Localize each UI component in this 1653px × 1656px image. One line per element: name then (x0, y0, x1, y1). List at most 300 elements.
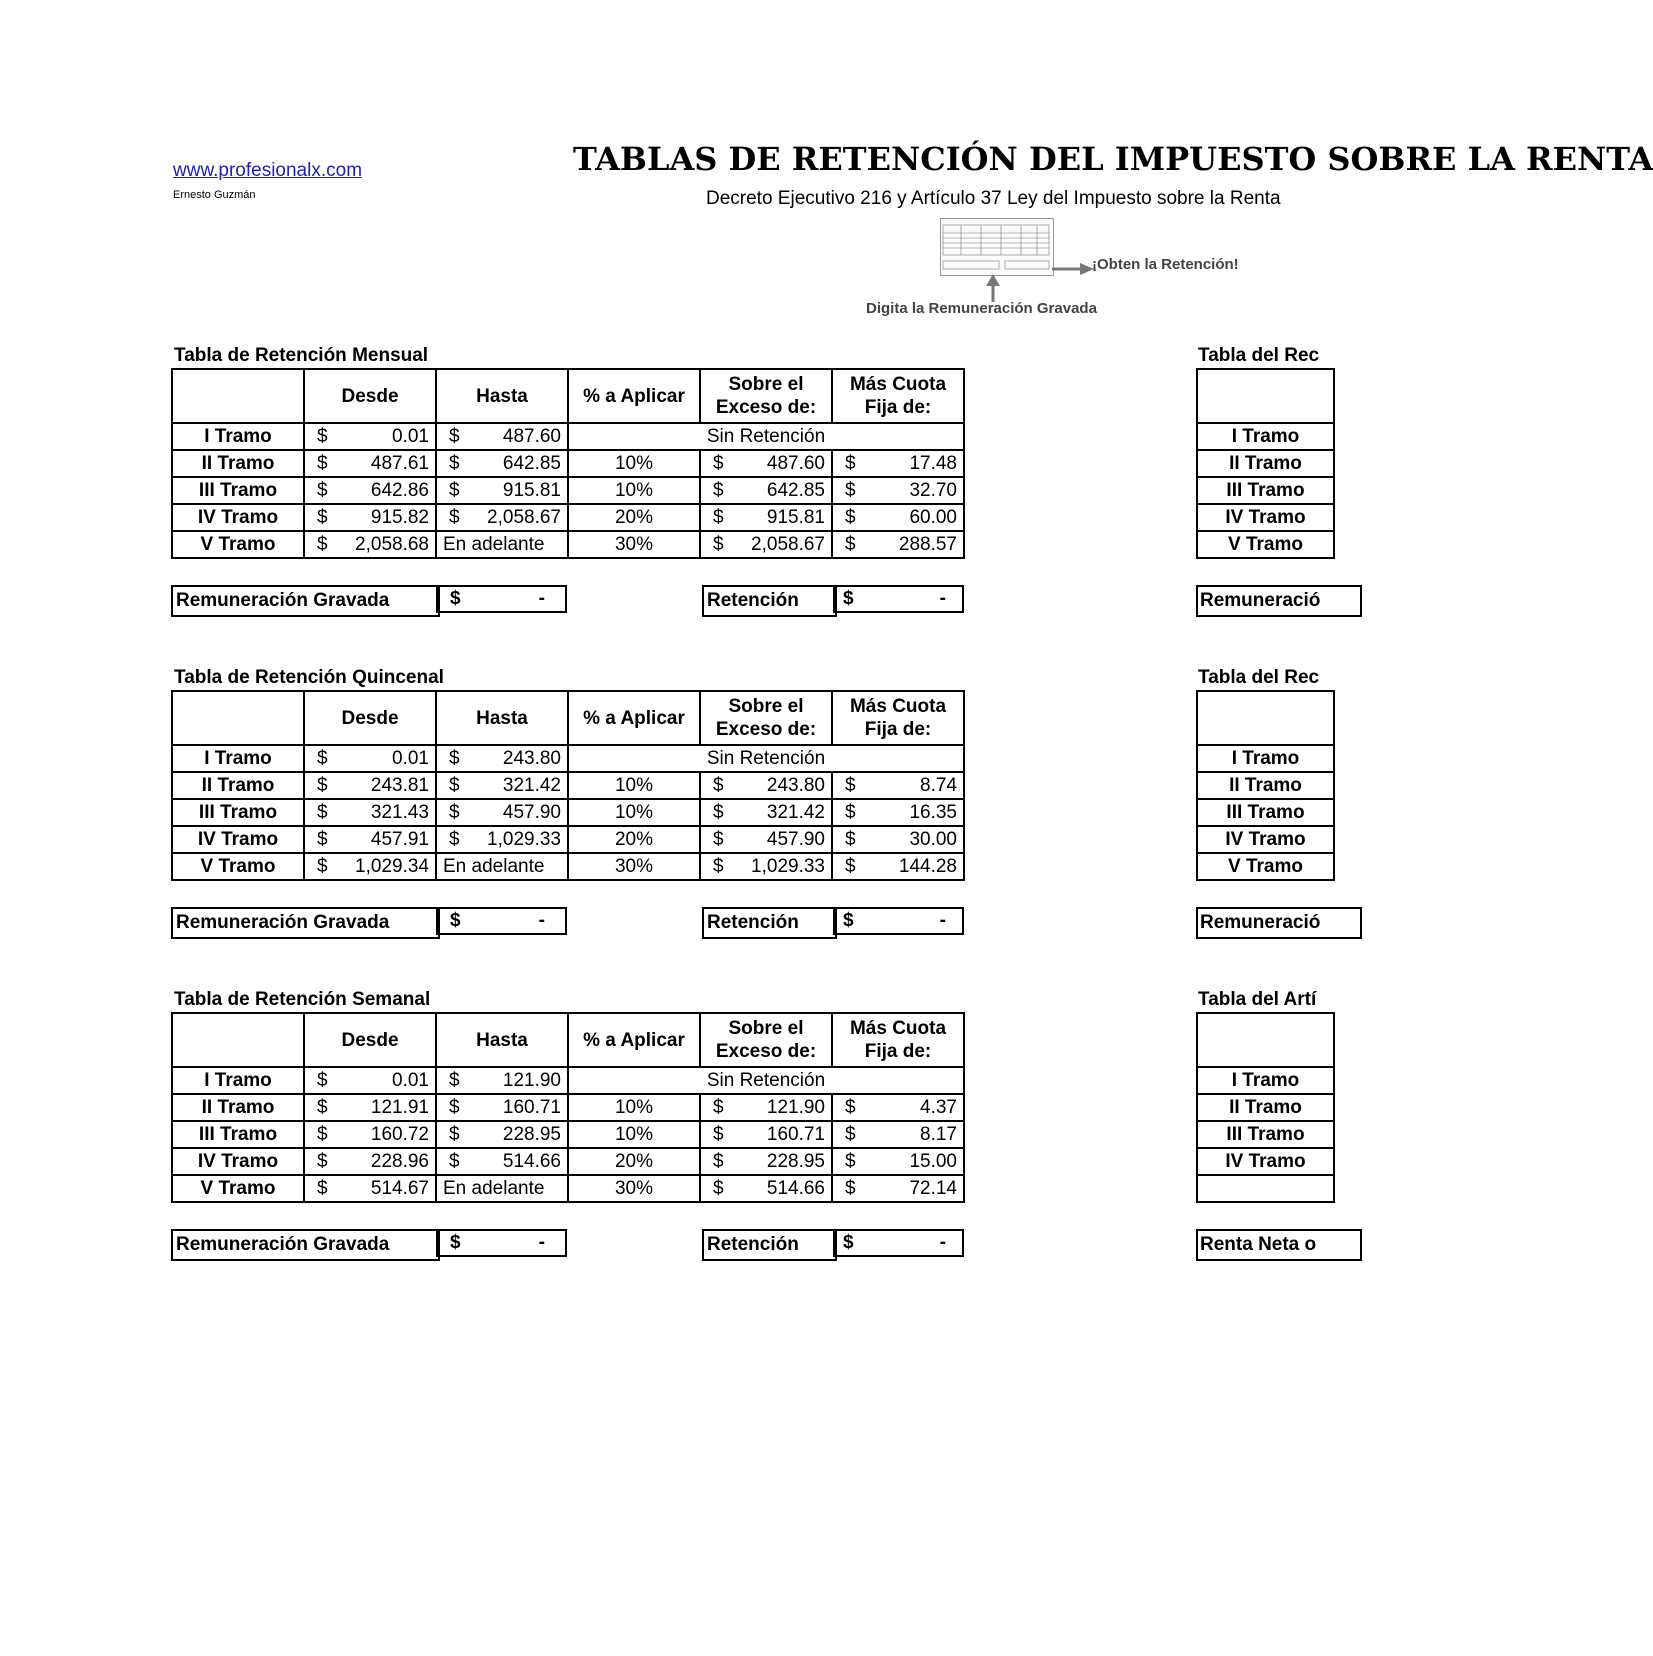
remuneracion-value: - (538, 588, 545, 609)
currency-sign: $ (317, 452, 328, 474)
currency-sign: $ (713, 1096, 724, 1118)
cuota-value: 17.48 (909, 452, 957, 474)
currency-sign: $ (449, 801, 460, 823)
desde-cell (304, 1148, 436, 1175)
table-row (1197, 450, 1334, 477)
tramo-label: V Tramo (172, 531, 304, 558)
currency-sign: $ (845, 774, 856, 796)
cuota-cell (832, 1121, 964, 1148)
table-row (172, 1067, 964, 1094)
desde-value: 514.67 (370, 1177, 429, 1199)
currency-sign: $ (317, 506, 328, 528)
cuota-cell (832, 477, 964, 504)
sobre-value: 160.71 (766, 1123, 825, 1145)
tramo-label: I Tramo (1197, 745, 1334, 772)
tramo-label: III Tramo (172, 799, 304, 826)
sin-retencion-cell: Sin Retención (568, 1067, 964, 1094)
hasta-cell (436, 799, 568, 826)
currency-sign: $ (843, 1232, 854, 1253)
hasta-value: 457.90 (502, 801, 561, 823)
tramo-label: I Tramo (172, 1067, 304, 1094)
header-hasta: Hasta (436, 369, 568, 423)
tramo-label: V Tramo (1197, 531, 1334, 558)
tramo-label: I Tramo (172, 745, 304, 772)
currency-sign: $ (449, 774, 460, 796)
table-row (1197, 826, 1334, 853)
cuota-value: 60.00 (909, 506, 957, 528)
table-row (172, 423, 964, 450)
currency-sign: $ (845, 828, 856, 850)
currency-sign: $ (450, 910, 461, 931)
cuota-cell (832, 504, 964, 531)
spreadsheet-thumbnail-icon (940, 218, 1054, 276)
table-row (1197, 772, 1334, 799)
sobre-cell (700, 1148, 832, 1175)
sobre-cell (700, 531, 832, 558)
sin-retencion-cell: Sin Retención (568, 745, 964, 772)
desde-value: 1,029.34 (355, 855, 429, 877)
sobre-cell (700, 477, 832, 504)
table-row (172, 745, 964, 772)
remuneracion-gravada-label: Remuneración Gravada (171, 585, 440, 617)
currency-sign: $ (317, 1069, 328, 1091)
hasta-value: 228.95 (502, 1123, 561, 1145)
header-pct: % a Aplicar (568, 1013, 700, 1067)
hasta-cell (436, 1094, 568, 1121)
cuota-value: 144.28 (898, 855, 957, 877)
tramo-label: II Tramo (1197, 772, 1334, 799)
desde-value: 160.72 (370, 1123, 429, 1145)
table-row (172, 853, 964, 880)
desde-cell (304, 1121, 436, 1148)
tramo-label: IV Tramo (1197, 1148, 1334, 1175)
remuneracion-gravada-input[interactable] (436, 585, 567, 613)
currency-sign: $ (449, 828, 460, 850)
table-row (1197, 423, 1334, 450)
page-subtitle: Decreto Ejecutivo 216 y Artículo 37 Ley del Impuesto sobre la Renta (706, 188, 1281, 209)
right-summary-label: Remuneració (1196, 585, 1362, 617)
retention-table (171, 368, 965, 559)
currency-sign: $ (449, 506, 460, 528)
right-table-title: Tabla del Rec (1198, 345, 1320, 366)
tramo-label: III Tramo (172, 1121, 304, 1148)
desde-value: 321.43 (370, 801, 429, 823)
desde-cell (304, 1067, 436, 1094)
sobre-value: 321.42 (766, 801, 825, 823)
pct-cell: 10% (568, 477, 700, 504)
hasta-value: 121.90 (502, 1069, 561, 1091)
remuneracion-gravada-label: Remuneración Gravada (171, 907, 440, 939)
table-row (172, 1121, 964, 1148)
currency-sign: $ (713, 506, 724, 528)
remuneracion-gravada-label: Remuneración Gravada (171, 1229, 440, 1261)
currency-sign: $ (713, 1123, 724, 1145)
currency-sign: $ (317, 747, 328, 769)
cuota-cell (832, 1148, 964, 1175)
remuneracion-gravada-input[interactable] (436, 1229, 567, 1257)
header-sobre: Sobre el Exceso de: (700, 691, 832, 745)
header-desde: Desde (304, 691, 436, 745)
tramo-label: II Tramo (172, 1094, 304, 1121)
header-desde: Desde (304, 369, 436, 423)
retencion-label: Retención (702, 907, 837, 939)
right-table-partial (1196, 345, 1341, 615)
section-quincenal (171, 667, 1321, 937)
retencion-value: - (939, 588, 946, 609)
tramo-label: I Tramo (1197, 1067, 1334, 1094)
cuota-cell (832, 450, 964, 477)
cuota-value: 16.35 (909, 801, 957, 823)
sobre-value: 915.81 (766, 506, 825, 528)
tramo-label: III Tramo (1197, 1121, 1334, 1148)
header-sobre: Sobre el Exceso de: (700, 1013, 832, 1067)
cuota-cell (832, 772, 964, 799)
retencion-label: Retención (702, 585, 837, 617)
cuota-cell (832, 799, 964, 826)
desde-cell (304, 772, 436, 799)
sobre-cell (700, 1094, 832, 1121)
hasta-cell (436, 423, 568, 450)
hasta-cell (436, 531, 568, 558)
tramo-label: IV Tramo (1197, 504, 1334, 531)
table-row (172, 504, 964, 531)
tramo-label: IV Tramo (1197, 826, 1334, 853)
cuota-cell (832, 853, 964, 880)
currency-sign: $ (317, 1096, 328, 1118)
tramo-label: V Tramo (1197, 853, 1334, 880)
section-semanal (171, 989, 1317, 1259)
sobre-cell (700, 450, 832, 477)
desde-cell (304, 799, 436, 826)
cuota-value: 15.00 (909, 1150, 957, 1172)
table-row (172, 826, 964, 853)
right-table (1196, 1012, 1335, 1203)
author-name: Ernesto Guzmán (173, 189, 256, 201)
right-table-partial (1196, 989, 1341, 1259)
desde-value: 0.01 (392, 425, 429, 447)
tramo-label: IV Tramo (172, 826, 304, 853)
header-pct: % a Aplicar (568, 369, 700, 423)
hasta-cell (436, 1175, 568, 1202)
retencion-value: - (939, 910, 946, 931)
pct-cell: 20% (568, 504, 700, 531)
currency-sign: $ (449, 425, 460, 447)
currency-sign: $ (449, 452, 460, 474)
table-row (1197, 853, 1334, 880)
table-row (172, 531, 964, 558)
diagram-input-label: Digita la Remuneración Gravada (866, 300, 1097, 317)
pct-cell: 10% (568, 799, 700, 826)
header-blank (172, 369, 304, 423)
hasta-value: En adelante (443, 1177, 545, 1199)
currency-sign: $ (713, 479, 724, 501)
sobre-value: 243.80 (766, 774, 825, 796)
desde-cell (304, 1175, 436, 1202)
pct-cell: 20% (568, 1148, 700, 1175)
sin-retencion-cell: Sin Retención (568, 423, 964, 450)
currency-sign: $ (449, 1069, 460, 1091)
sobre-cell (700, 799, 832, 826)
currency-sign: $ (845, 1096, 856, 1118)
currency-sign: $ (450, 588, 461, 609)
retencion-value: - (939, 1232, 946, 1253)
pct-cell: 30% (568, 531, 700, 558)
table-row (172, 1175, 964, 1202)
hasta-cell (436, 504, 568, 531)
header-blank (1197, 1013, 1334, 1067)
tramo-label (1197, 1175, 1334, 1202)
currency-sign: $ (317, 774, 328, 796)
cuota-value: 72.14 (909, 1177, 957, 1199)
retencion-output (833, 1229, 964, 1257)
pct-cell: 30% (568, 1175, 700, 1202)
tramo-label: V Tramo (172, 853, 304, 880)
diagram-output-label: ¡Obten la Retención! (1092, 256, 1239, 273)
header-cuota: Más Cuota Fija de: (832, 369, 964, 423)
currency-sign: $ (449, 1096, 460, 1118)
header-sobre: Sobre el Exceso de: (700, 369, 832, 423)
desde-value: 2,058.68 (355, 533, 429, 555)
right-table (1196, 368, 1335, 559)
desde-value: 915.82 (370, 506, 429, 528)
cuota-cell (832, 531, 964, 558)
currency-sign: $ (713, 855, 724, 877)
table-row (172, 1094, 964, 1121)
retencion-output (833, 585, 964, 613)
hasta-cell (436, 853, 568, 880)
table-row (1197, 1094, 1334, 1121)
desde-value: 228.96 (370, 1150, 429, 1172)
header-blank (1197, 691, 1334, 745)
sobre-cell (700, 1121, 832, 1148)
hasta-value: 514.66 (502, 1150, 561, 1172)
cuota-value: 8.74 (920, 774, 957, 796)
currency-sign: $ (317, 855, 328, 877)
retention-table (171, 1012, 965, 1203)
hasta-value: 243.80 (502, 747, 561, 769)
header-cuota: Más Cuota Fija de: (832, 1013, 964, 1067)
hasta-value: 321.42 (502, 774, 561, 796)
currency-sign: $ (317, 801, 328, 823)
tramo-label: III Tramo (1197, 799, 1334, 826)
page-title: TABLAS DE RETENCIÓN DEL IMPUESTO SOBRE LA RENTA (573, 140, 1653, 178)
desde-cell (304, 477, 436, 504)
remuneracion-value: - (538, 1232, 545, 1253)
pct-cell: 30% (568, 853, 700, 880)
hasta-value: En adelante (443, 855, 545, 877)
header-cuota: Más Cuota Fija de: (832, 691, 964, 745)
currency-sign: $ (450, 1232, 461, 1253)
table-row (172, 799, 964, 826)
desde-cell (304, 450, 436, 477)
cuota-value: 30.00 (909, 828, 957, 850)
pct-cell: 20% (568, 826, 700, 853)
retention-table (171, 690, 965, 881)
tramo-label: II Tramo (172, 772, 304, 799)
currency-sign: $ (845, 506, 856, 528)
header-blank (172, 1013, 304, 1067)
pct-cell: 10% (568, 772, 700, 799)
currency-sign: $ (713, 828, 724, 850)
cuota-cell (832, 1175, 964, 1202)
currency-sign: $ (713, 452, 724, 474)
currency-sign: $ (713, 533, 724, 555)
arrow-up-icon (986, 274, 1000, 302)
table-row (1197, 531, 1334, 558)
currency-sign: $ (317, 1177, 328, 1199)
hasta-value: En adelante (443, 533, 545, 555)
table-row (1197, 1148, 1334, 1175)
sobre-value: 514.66 (766, 1177, 825, 1199)
right-table-title: Tabla del Artí (1198, 989, 1317, 1010)
currency-sign: $ (845, 452, 856, 474)
cuota-value: 4.37 (920, 1096, 957, 1118)
desde-value: 0.01 (392, 747, 429, 769)
currency-sign: $ (317, 479, 328, 501)
desde-value: 642.86 (370, 479, 429, 501)
table-row (172, 772, 964, 799)
currency-sign: $ (845, 855, 856, 877)
tramo-label: III Tramo (1197, 477, 1334, 504)
cuota-value: 8.17 (920, 1123, 957, 1145)
table-row (1197, 1175, 1334, 1202)
right-table-partial (1196, 667, 1341, 937)
pct-cell: 10% (568, 1094, 700, 1121)
table-row (1197, 799, 1334, 826)
currency-sign: $ (317, 533, 328, 555)
pct-cell: 10% (568, 1121, 700, 1148)
right-summary-label: Renta Neta o (1196, 1229, 1362, 1261)
tramo-label: I Tramo (172, 423, 304, 450)
currency-sign: $ (713, 1177, 724, 1199)
desde-cell (304, 853, 436, 880)
table-row (1197, 477, 1334, 504)
hasta-cell (436, 745, 568, 772)
currency-sign: $ (843, 910, 854, 931)
hasta-value: 2,058.67 (487, 506, 561, 528)
sobre-value: 228.95 (766, 1150, 825, 1172)
currency-sign: $ (845, 479, 856, 501)
currency-sign: $ (713, 1150, 724, 1172)
remuneracion-value: - (538, 910, 545, 931)
currency-sign: $ (317, 1123, 328, 1145)
header-hasta: Hasta (436, 1013, 568, 1067)
sobre-cell (700, 826, 832, 853)
currency-sign: $ (449, 479, 460, 501)
currency-sign: $ (449, 747, 460, 769)
currency-sign: $ (845, 1123, 856, 1145)
currency-sign: $ (843, 588, 854, 609)
currency-sign: $ (845, 1150, 856, 1172)
header-pct: % a Aplicar (568, 691, 700, 745)
right-table (1196, 690, 1335, 881)
desde-cell (304, 826, 436, 853)
hasta-value: 642.85 (502, 452, 561, 474)
retencion-label: Retención (702, 1229, 837, 1261)
website-link[interactable]: www.profesionalx.com (173, 160, 363, 181)
hasta-cell (436, 1067, 568, 1094)
sobre-value: 642.85 (766, 479, 825, 501)
cuota-cell (832, 826, 964, 853)
sobre-value: 487.60 (766, 452, 825, 474)
currency-sign: $ (713, 801, 724, 823)
sobre-cell (700, 1175, 832, 1202)
right-summary-label: Remuneració (1196, 907, 1362, 939)
sobre-cell (700, 504, 832, 531)
sobre-value: 121.90 (766, 1096, 825, 1118)
desde-cell (304, 504, 436, 531)
hasta-cell (436, 1121, 568, 1148)
right-table-title: Tabla del Rec (1198, 667, 1320, 688)
desde-value: 457.91 (370, 828, 429, 850)
sobre-value: 1,029.33 (751, 855, 825, 877)
tramo-label: IV Tramo (172, 1148, 304, 1175)
sobre-cell (700, 772, 832, 799)
remuneracion-gravada-input[interactable] (436, 907, 567, 935)
tramo-label: II Tramo (1197, 1094, 1334, 1121)
currency-sign: $ (845, 801, 856, 823)
currency-sign: $ (449, 1123, 460, 1145)
table-row (172, 1148, 964, 1175)
table-row (172, 477, 964, 504)
desde-value: 487.61 (370, 452, 429, 474)
currency-sign: $ (713, 774, 724, 796)
hasta-cell (436, 772, 568, 799)
table-row (1197, 745, 1334, 772)
table-title: Tabla de Retención Quincenal (174, 667, 444, 688)
desde-value: 121.91 (370, 1096, 429, 1118)
tramo-label: III Tramo (172, 477, 304, 504)
currency-sign: $ (317, 1150, 328, 1172)
cuota-value: 288.57 (898, 533, 957, 555)
section-mensual (171, 345, 1321, 615)
retencion-output (833, 907, 964, 935)
table-row (1197, 504, 1334, 531)
header-blank (1197, 369, 1334, 423)
table-row (1197, 1067, 1334, 1094)
hasta-cell (436, 1148, 568, 1175)
hasta-value: 160.71 (502, 1096, 561, 1118)
pct-cell: 10% (568, 450, 700, 477)
table-row (1197, 1121, 1334, 1148)
sobre-value: 457.90 (766, 828, 825, 850)
currency-sign: $ (449, 1150, 460, 1172)
tramo-label: V Tramo (172, 1175, 304, 1202)
hasta-cell (436, 477, 568, 504)
cuota-cell (832, 1094, 964, 1121)
desde-cell (304, 745, 436, 772)
desde-cell (304, 1094, 436, 1121)
tramo-label: IV Tramo (172, 504, 304, 531)
table-title: Tabla de Retención Semanal (174, 989, 431, 1010)
table-title: Tabla de Retención Mensual (174, 345, 429, 366)
currency-sign: $ (317, 425, 328, 447)
header-blank (172, 691, 304, 745)
desde-value: 243.81 (370, 774, 429, 796)
desde-cell (304, 423, 436, 450)
tramo-label: I Tramo (1197, 423, 1334, 450)
table-row (172, 450, 964, 477)
currency-sign: $ (317, 828, 328, 850)
hasta-value: 915.81 (502, 479, 561, 501)
header-hasta: Hasta (436, 691, 568, 745)
desde-cell (304, 531, 436, 558)
sobre-value: 2,058.67 (751, 533, 825, 555)
header-desde: Desde (304, 1013, 436, 1067)
tramo-label: II Tramo (172, 450, 304, 477)
hasta-value: 487.60 (502, 425, 561, 447)
tramo-label: II Tramo (1197, 450, 1334, 477)
